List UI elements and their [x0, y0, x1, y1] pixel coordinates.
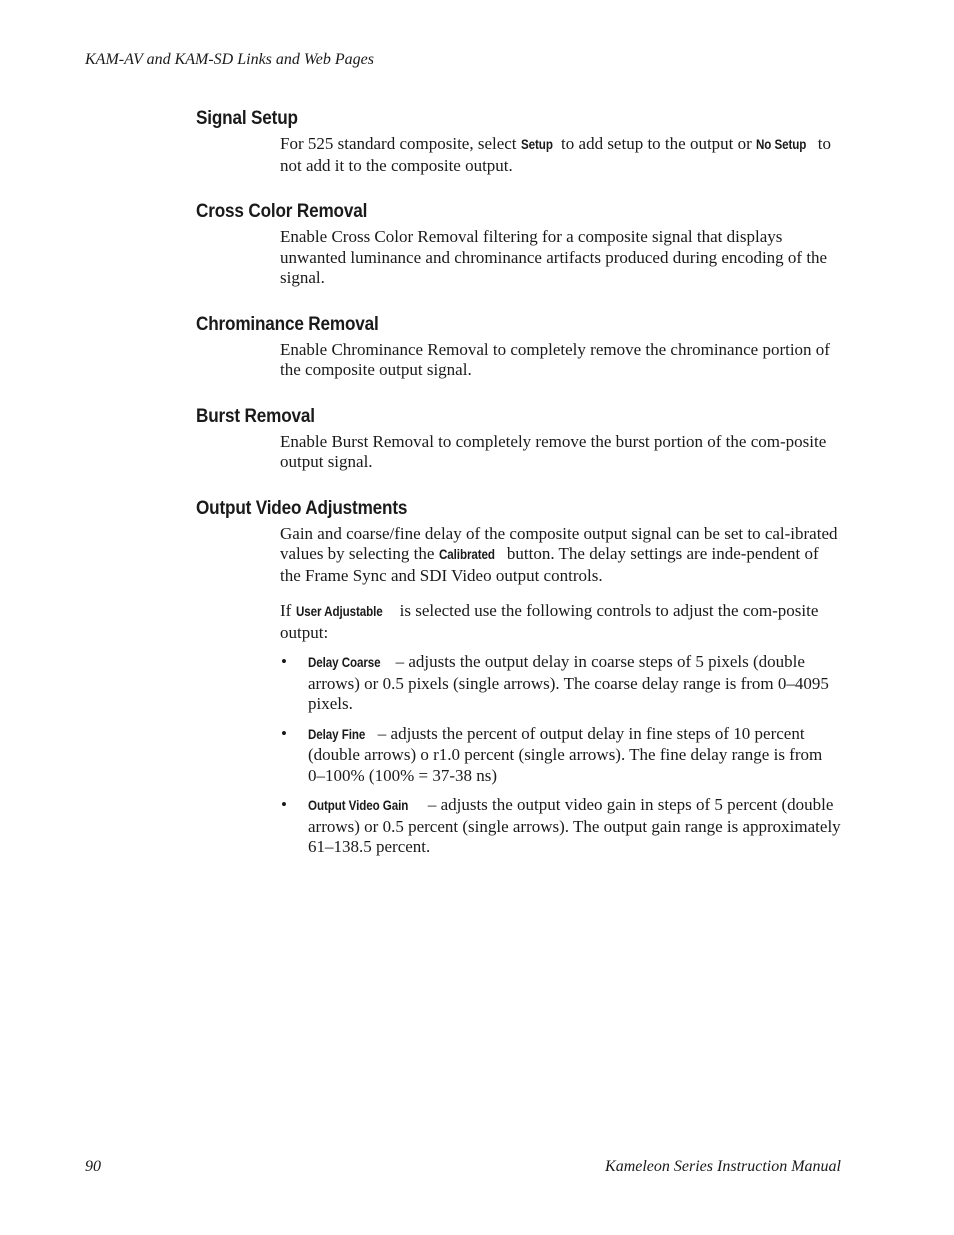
- list-item: [280, 652, 842, 715]
- section-paragraph: Enable Burst Removal to completely remove the burst portion of the com-posite output signal.: [280, 431, 827, 471]
- section-paragraph: Enable Cross Color Removal filtering for a composite signal that displays unwanted luminance and chrominance artifacts produced during encoding of the signal.: [280, 227, 828, 287]
- bullet-icon: •: [281, 795, 287, 814]
- section-chrominance-removal: [196, 310, 846, 381]
- text-run: to not add it to the composite output.: [280, 134, 831, 175]
- list-item: [280, 724, 842, 787]
- page-number: 90: [85, 1158, 101, 1175]
- ui-term-calibrated: Calibrated: [438, 547, 495, 562]
- section-heading: Cross Color Removal: [196, 200, 368, 222]
- page-content: [196, 104, 846, 879]
- text-run: – adjusts the output delay in coarse steps of 5 pixels (double arrows) or 0.5 pixels (single arrows). The coarse delay range is from 0–4095 pixels.: [308, 652, 829, 713]
- manual-title: Kameleon Series Instruction Manual: [605, 1158, 841, 1175]
- text-run: to add setup to the output or: [556, 134, 757, 153]
- section-signal-setup: [196, 104, 846, 176]
- ui-term-no-setup: No Setup: [756, 137, 807, 152]
- ui-term-user-adjustable: User Adjustable: [295, 604, 383, 619]
- section-paragraph: [280, 134, 842, 176]
- section-cross-color-removal: [196, 197, 846, 289]
- list-item: [280, 795, 842, 858]
- section-paragraph: [280, 601, 842, 643]
- bullet-icon: •: [281, 723, 287, 743]
- section-heading: Signal Setup: [196, 107, 298, 129]
- running-header: KAM-AV and KAM-SD Links and Web Pages: [85, 51, 374, 68]
- text-run: is selected use the following controls to adjust the com-posite output:: [280, 601, 819, 642]
- text-run: For 525 standard composite, select: [280, 134, 521, 153]
- bullet-icon: •: [281, 652, 287, 671]
- text-run: – adjusts the percent of output delay in fine steps of 10 percent (double arrows) o r1.0 percent (single arrows). The fine delay range is from 0–100% (100% = 37-38 ns): [308, 723, 823, 785]
- section-paragraph: Enable Chrominance Removal to completely remove the chrominance portion of the composite output signal.: [280, 339, 830, 379]
- ui-term-output-video-gain: Output Video Gain: [308, 798, 409, 813]
- section-paragraph: [280, 524, 842, 587]
- section-heading: Chrominance Removal: [196, 312, 379, 335]
- section-output-video-adjustments: [196, 494, 846, 858]
- section-heading: Output Video Adjustments: [196, 496, 408, 519]
- text-run: – adjusts the output video gain in steps of 5 percent (double arrows) or 0.5 percent (single arrows). The output gain range is approximately 61–138.5 percent.: [308, 795, 841, 856]
- ui-term-setup: Setup: [520, 137, 553, 152]
- section-heading: Burst Removal: [196, 404, 315, 427]
- text-run: If: [280, 601, 296, 620]
- ui-term-delay-coarse: Delay Coarse: [308, 655, 381, 670]
- section-burst-removal: [196, 402, 846, 473]
- ui-term-delay-fine: Delay Fine: [308, 726, 366, 742]
- control-list: [280, 652, 842, 858]
- text-run: Gain and coarse/fine delay of the composite output signal can be set to cal-ibrated values by selecting the: [280, 523, 838, 563]
- text-run: button. The delay settings are inde-pendent of the Frame Sync and SDI Video output controls.: [280, 544, 819, 585]
